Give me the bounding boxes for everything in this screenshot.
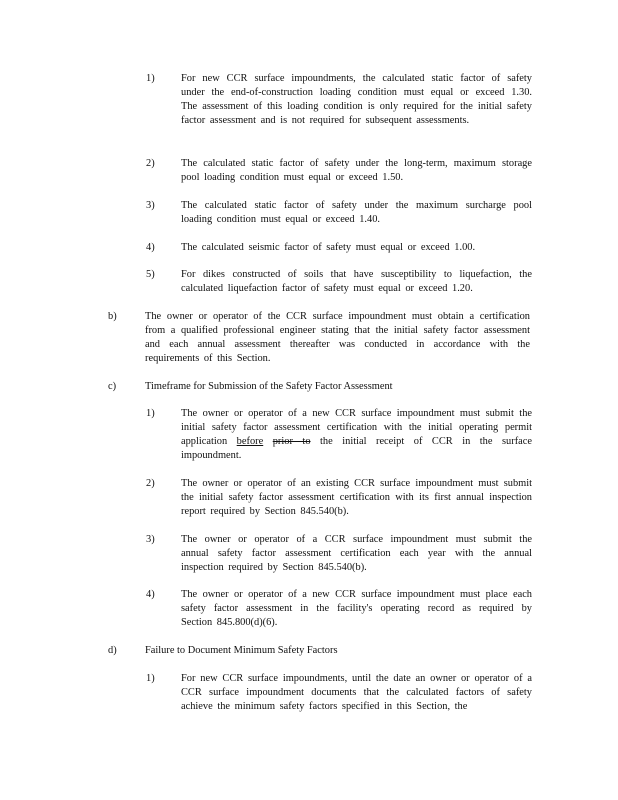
section-heading: Timeframe for Submission of the Safety Factor Assessment bbox=[145, 381, 393, 392]
item-text bbox=[181, 407, 532, 463]
item-label: 4) bbox=[146, 589, 155, 600]
item-text: For dikes constructed of soils that have susceptibility to liquefaction, the calculated liquefaction factor of safety must equal or exceed 1.20. bbox=[181, 269, 532, 294]
item-text-after: the initial receipt of CCR in the surface impoundment. bbox=[181, 436, 532, 461]
item-text: The owner or operator of a CCR surface impoundment must submit the annual safety factor assessment certification each year with the annual inspection required by Section 845.540(b). bbox=[181, 534, 532, 573]
item-label: 1) bbox=[146, 673, 155, 684]
section-label: d) bbox=[108, 645, 117, 656]
item-label: 3) bbox=[146, 534, 155, 545]
section-label: c) bbox=[108, 381, 117, 392]
item-text: The owner or operator of an existing CCR surface impoundment must submit the initial safety factor assessment certification with its first annual inspection report required by Section 845.540(b). bbox=[181, 478, 532, 517]
item-label: 3) bbox=[146, 200, 155, 211]
section-label: b) bbox=[108, 311, 117, 322]
item-text: The calculated static factor of safety under the long-term, maximum storage pool loading condition must equal or exceed 1.50. bbox=[181, 158, 532, 183]
item-label: 2) bbox=[146, 478, 155, 489]
item-text-before: The owner or operator of a new CCR surface impoundment must submit the initial safety factor assessment certification with the initial operating permit application bbox=[181, 408, 532, 447]
item-label: 5) bbox=[146, 269, 155, 280]
inserted-text: before bbox=[236, 436, 264, 447]
deleted-text: prior to bbox=[272, 436, 311, 447]
section-text: The owner or operator of the CCR surface impoundment must obtain a certification from a qualified professional engineer stating that the initial safety factor assessment and each annual assessment thereafter was conducted in accordance with the requirements of this Section. bbox=[145, 311, 530, 364]
item-label: 2) bbox=[146, 158, 155, 169]
item-text: For new CCR surface impoundments, the calculated static factor of safety under the end-of-construction loading condition must equal or exceed 1.30. The assessment of this loading condition is only required for the initial safety factor assessment and is not required for subsequent assessments. bbox=[181, 73, 532, 126]
item-text: The calculated seismic factor of safety must equal or exceed 1.00. bbox=[181, 242, 476, 253]
item-label: 1) bbox=[146, 73, 155, 84]
item-label: 4) bbox=[146, 242, 155, 253]
item-label: 1) bbox=[146, 408, 155, 419]
section-heading: Failure to Document Minimum Safety Factors bbox=[145, 645, 338, 656]
item-text: For new CCR surface impoundments, until the date an owner or operator of a CCR surface impoundment documents that the calculated factors of safety achieve the minimum safety factors specified in this Section, the bbox=[181, 673, 532, 712]
item-text: The owner or operator of a new CCR surface impoundment must place each safety factor assessment in the facility's operating record as required by Section 845.800(d)(6). bbox=[181, 589, 532, 628]
item-text: The calculated static factor of safety under the maximum surcharge pool loading condition must equal or exceed 1.40. bbox=[181, 200, 532, 225]
